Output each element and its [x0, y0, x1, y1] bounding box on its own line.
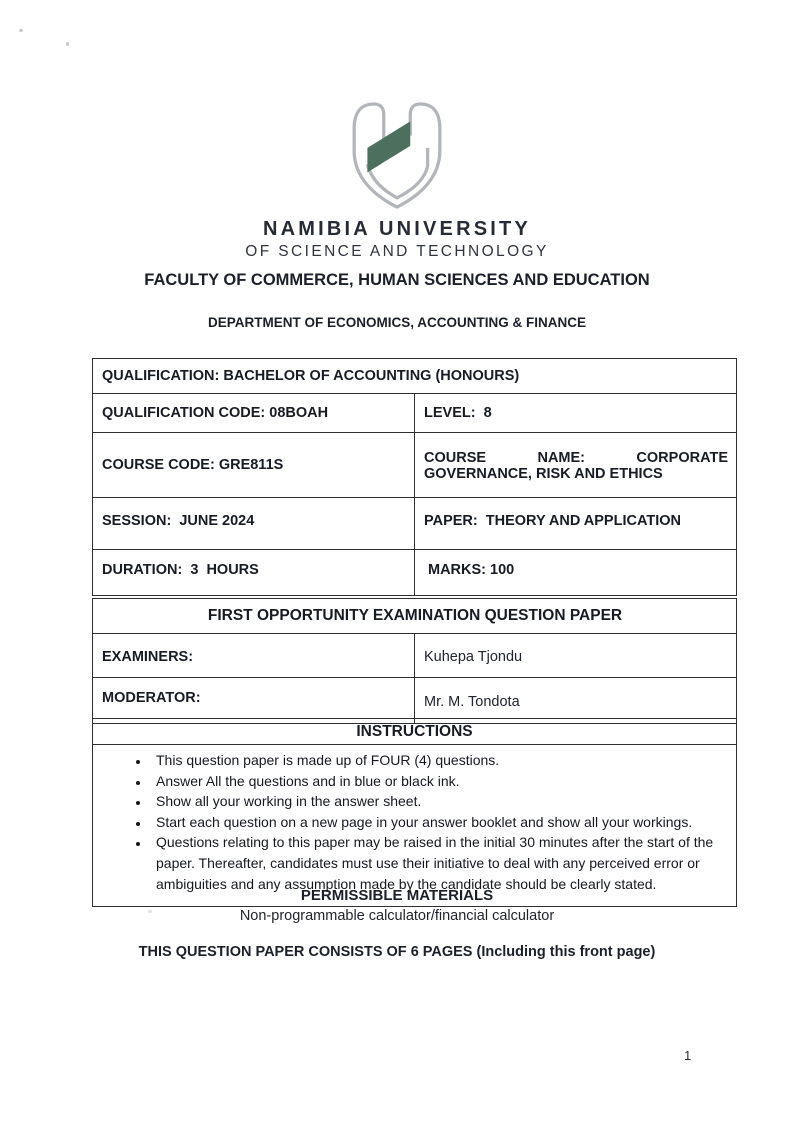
- table-row: [93, 719, 737, 745]
- instruction-item: • This question paper is made up of FOUR (4) questions.: [150, 750, 722, 771]
- university-subtitle: OF SCIENCE AND TECHNOLOGY: [245, 243, 549, 260]
- course-name-cell: COURSE NAME: CORPORATE GOVERNANCE, RISK AND ETHICS: [415, 433, 737, 498]
- university-logo: [0, 100, 794, 210]
- paper-cell: PAPER: THEORY AND APPLICATION: [415, 498, 737, 550]
- scan-artifact: [19, 29, 23, 32]
- scan-artifact: [66, 42, 69, 46]
- course-details-table: [92, 358, 737, 596]
- permissible-materials-item: Non-programmable calculator/financial calculator: [239, 908, 555, 924]
- instructions-list: [93, 750, 722, 894]
- moderator-value: Mr. M. Tondota: [415, 678, 737, 724]
- examiners-label: EXAMINERS:: [93, 634, 415, 678]
- page-number: 1: [684, 1048, 692, 1063]
- table-row: [93, 498, 737, 550]
- instruction-item: • Answer All the questions and in blue or black ink.: [150, 771, 722, 792]
- table-row: [93, 433, 737, 498]
- moderator-label: MODERATOR:: [93, 678, 415, 724]
- table-row: [93, 359, 737, 394]
- table-row: [93, 394, 737, 433]
- instruction-item: • Show all your working in the answer sheet.: [150, 791, 722, 812]
- table-row: [93, 599, 737, 634]
- instruction-item: • Start each question on a new page in your answer booklet and show all your workings.: [150, 812, 722, 833]
- marks-cell: MARKS: 100: [415, 550, 737, 596]
- university-name: NAMIBIA UNIVERSITY: [263, 218, 531, 240]
- qualification-code-cell: QUALIFICATION CODE: 08BOAH: [93, 394, 415, 433]
- instructions-body: [93, 745, 737, 907]
- department-heading: DEPARTMENT OF ECONOMICS, ACCOUNTING & FINANCE: [208, 315, 586, 330]
- examiners-value: Kuhepa Tjondu: [415, 634, 737, 678]
- exam-title: FIRST OPPORTUNITY EXAMINATION QUESTION PAPER: [93, 599, 737, 634]
- nust-shield-icon: [346, 100, 448, 210]
- table-row: [93, 634, 737, 678]
- table-row: [93, 745, 737, 907]
- instructions-table: [92, 718, 737, 907]
- table-row: [93, 678, 737, 724]
- instruction-item: • Questions relating to this paper may be raised in the initial 30 minutes after the start of the paper. Thereafter, candidates must use their initiative to deal with any perceived error or ambiguities and any assumption made by the candidate should be clearly stated.: [150, 832, 722, 894]
- pages-note: THIS QUESTION PAPER CONSISTS OF 6 PAGES (Including this front page): [138, 944, 656, 960]
- faculty-heading: FACULTY OF COMMERCE, HUMAN SCIENCES AND EDUCATION: [144, 271, 650, 289]
- instructions-title: INSTRUCTIONS: [93, 719, 737, 745]
- qualification-cell: QUALIFICATION: BACHELOR OF ACCOUNTING (HONOURS): [93, 359, 737, 394]
- table-row: [93, 550, 737, 596]
- session-cell: SESSION: JUNE 2024: [93, 498, 415, 550]
- level-cell: LEVEL: 8: [415, 394, 737, 433]
- examination-table: [92, 598, 737, 724]
- permissible-materials-heading: PERMISSIBLE MATERIALS: [300, 887, 494, 904]
- duration-cell: DURATION: 3 HOURS: [93, 550, 415, 596]
- course-code-cell: COURSE CODE: GRE811S: [93, 433, 415, 498]
